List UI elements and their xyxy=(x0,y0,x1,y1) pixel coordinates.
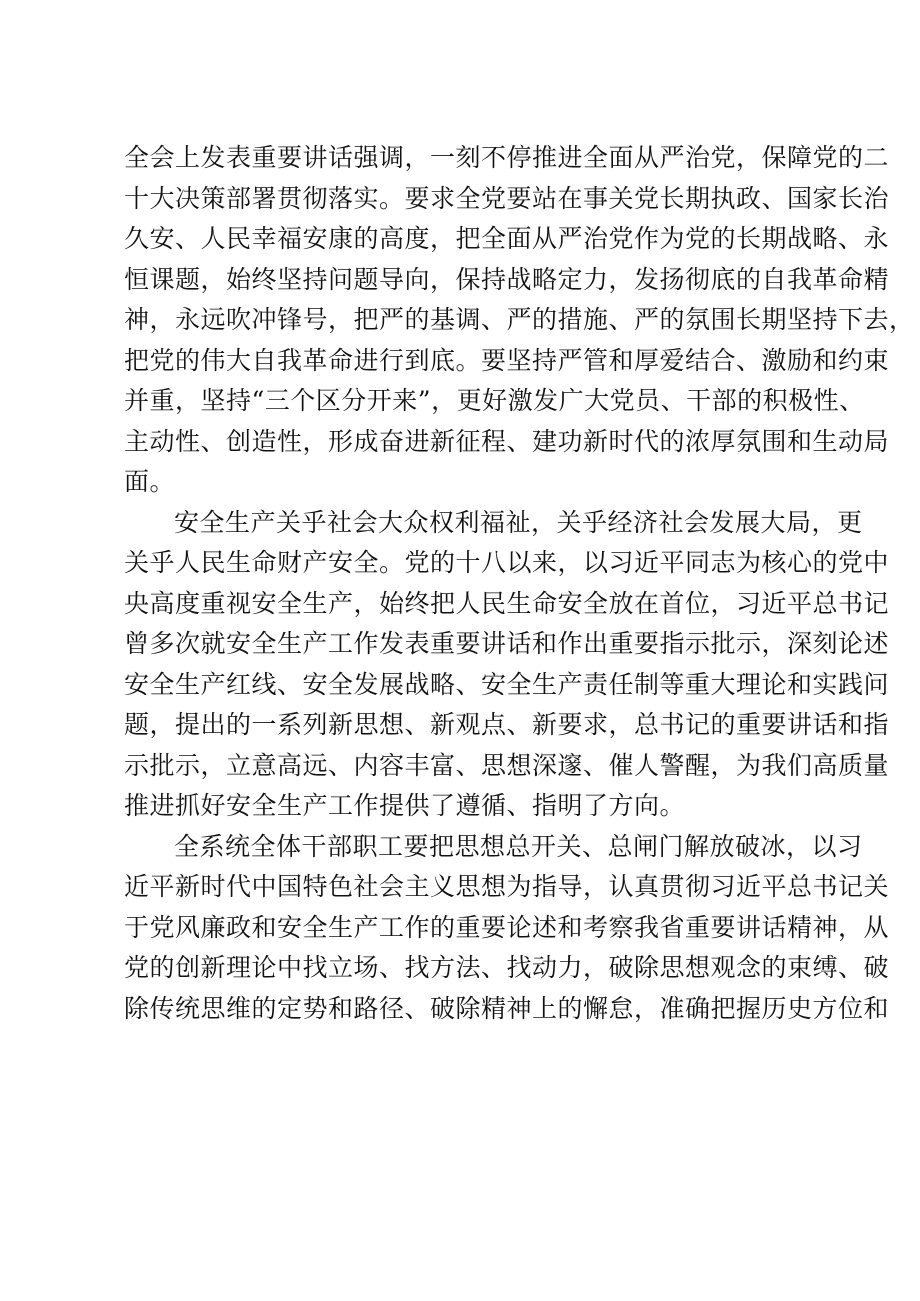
text-line: 面。 xyxy=(124,467,176,496)
paragraph-3 xyxy=(124,827,890,1030)
text-line: 党的创新理论中找立场、找方法、找动力，破除思想观念的束缚、破 xyxy=(124,953,890,982)
text-line: 题，提出的一系列新思想、新观点、新要求，总书记的重要讲话和指 xyxy=(124,710,890,739)
text-line: 把党的伟大自我革命进行到底。要坚持严管和厚爱结合、激励和约束 xyxy=(124,345,890,375)
document-body xyxy=(124,138,915,1029)
text-line: 并重，坚持“三个区分开来”，更好激发广大党员、干部的积极性、 xyxy=(124,386,865,415)
text-line: 久安、人民幸福安康的高度，把全面从严治党作为党的长期战略、永 xyxy=(124,224,890,253)
text-line: 恒课题，始终坚持问题导向，保持战略定力，发扬彻底的自我革命精 xyxy=(124,264,890,294)
paragraph-1 xyxy=(124,138,915,503)
text-line: 安全生产关乎社会大众权利福祉，关乎经济社会发展大局，更 xyxy=(174,507,863,537)
text-line: 安全生产红线、安全发展战略、安全生产责任制等重大理论和实践问 xyxy=(124,669,890,699)
text-line: 于党风廉政和安全生产工作的重要论述和考察我省重要讲话精神，从 xyxy=(124,912,890,942)
text-line: 全会上发表重要讲话强调，一刻不停推进全面从严治党，保障党的二 xyxy=(124,143,890,172)
text-line: 曾多次就安全生产工作发表重要讲话和作出重要指示批示，深刻论述 xyxy=(124,629,890,658)
text-line: 十大决策部署贯彻落实。要求全党要站在事关党长期执政、国家长治 xyxy=(124,183,890,213)
text-line: 示批示，立意高远、内容丰富、思想深邃、催人警醒，为我们高质量 xyxy=(124,750,890,780)
text-line: 推进抓好安全生产工作提供了遵循、指明了方向。 xyxy=(124,791,686,820)
text-line: 全系统全体干部职工要把思想总开关、总闸门解放破冰，以习 xyxy=(174,831,863,861)
text-line: 近平新时代中国特色社会主义思想为指导，认真贯彻习近平总书记关 xyxy=(124,872,890,901)
text-line: 除传统思维的定势和路径、破除精神上的懈怠，准确把握历史方位和 xyxy=(124,993,890,1023)
text-line: 神，永远吹冲锋号，把严的基调、严的措施、严的氛围长期坚持下去， xyxy=(124,305,915,334)
text-line: 主动性、创造性，形成奋进新征程、建功新时代的浓厚氛围和生动局 xyxy=(124,426,890,456)
text-line: 关乎人民生命财产安全。党的十八以来，以习近平同志为核心的党中 xyxy=(124,548,890,577)
paragraph-2 xyxy=(124,503,890,827)
text-line: 央高度重视安全生产，始终把人民生命安全放在首位，习近平总书记 xyxy=(124,588,890,618)
